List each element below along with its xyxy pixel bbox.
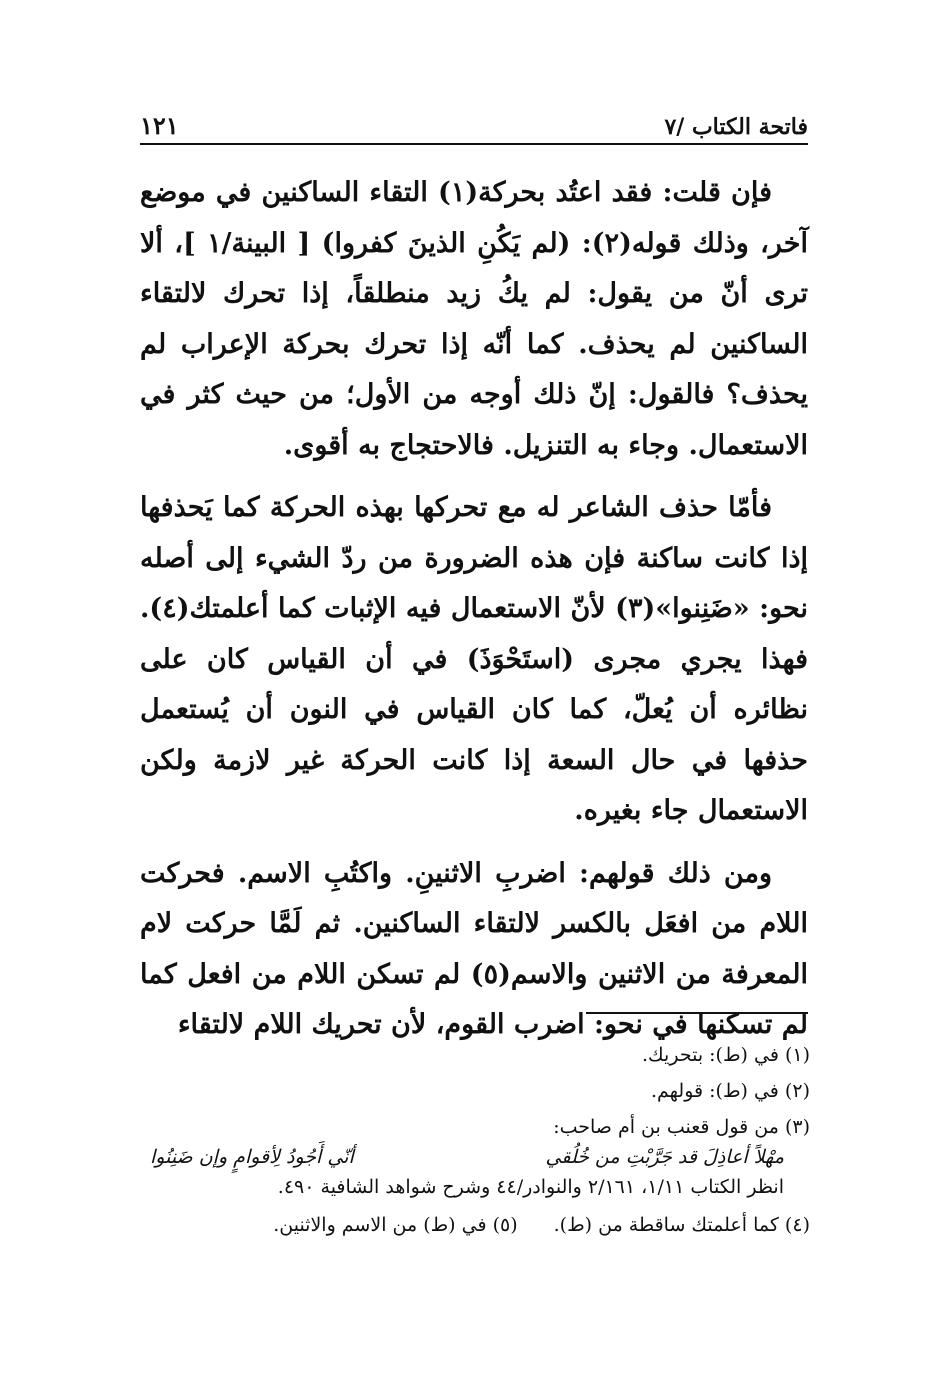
paragraph: فأمّا حذف الشاعر له مع تحركها بهذه الحركة كما يَحذفها إذا كانت ساكنة فإن هذه الضرورة من ردّ الشيء إلى أصله نحو: «ضَنِنوا»(٣) لأنّ الاستعمال فيه الإثبات كما أعلمتك(٤). فهذا يجري مجرى (استَحْوَذَ) في أن القياس كان على نظائره أن يُعلّ، كما كان القياس في النون أن يُستعمل حذفها في حال السعة إذا كانت الحركة غير لازمة ولكن الاستعمال جاء بغيره.: [140, 492, 808, 826]
footnote-3: (٣) من قول قعنب بن أم صاحب:: [553, 1116, 810, 1138]
paragraph: فإن قلت: فقد اعتُد بحركة(١) التقاء الساكنين في موضع آخر، وذلك قوله(٢): (لم يَكُنِ الذينَ كفروا) [ البينة/١ ]، ألا ترى أنّ من يقول: لم يكُ زيد منطلقاً، إذا تحرك لالتقاء الساكنين لم يحذف. كما أنّه إذا تحرك بحركة الإعراب لم يحذف؟ فالقول: إنّ ذلك أوجه من الأول؛ من حيث كثر في الاستعمال. وجاء به التنزيل. فالاحتجاج به أقوى.: [140, 177, 808, 461]
paragraph: ومن ذلك قولهم: اضربِ الاثنينِ. واكتُبِ الاسم. فحركت اللام من افعَل بالكسر لالتقاء الساكنين. ثم لَمَّا حركت لام المعرفة من الاثنين والاسم(٥) لم تسكن اللام من افعل كما لم تسكنها في نحو: اضرب القوم، لأن تحريك اللام لالتقاء: [140, 857, 808, 1040]
verse-first-hemistich: مهْلاً أعاذِلَ قد جَرَّبْتِ من خُلُقي: [545, 1146, 784, 1168]
footnote-1: (١) في (ط): بتحريك.: [642, 1044, 810, 1066]
footnote-4: (٤) كما أعلمتك ساقطة من (ط).: [553, 1214, 810, 1236]
footnotes: [150, 1040, 810, 1240]
footnote-3-source: انظر الكتاب ١/١١، ٢/١٦١ والنوادر/٤٤ وشرح شواهد الشافية ٤٩٠.: [277, 1176, 784, 1198]
main-text: [140, 168, 808, 1063]
verse-second-hemistich: أنّي أَجُودُ لِأقوامٍ وإن ضَنِنُوا: [150, 1146, 354, 1168]
running-title: فاتحة الكتاب /٧: [664, 114, 808, 140]
page-number: ١٢١: [140, 111, 179, 140]
header-divider: [140, 143, 808, 145]
page-header: [140, 108, 808, 140]
footnote-2: (٢) في (ط): قولهم.: [650, 1080, 810, 1102]
footnote-divider: [586, 1012, 808, 1014]
poetry-verse: [150, 1142, 810, 1172]
footnote-row: [150, 1210, 810, 1240]
footnote-5: (٥) في (ط) من الاسم والاثنين.: [273, 1214, 518, 1236]
